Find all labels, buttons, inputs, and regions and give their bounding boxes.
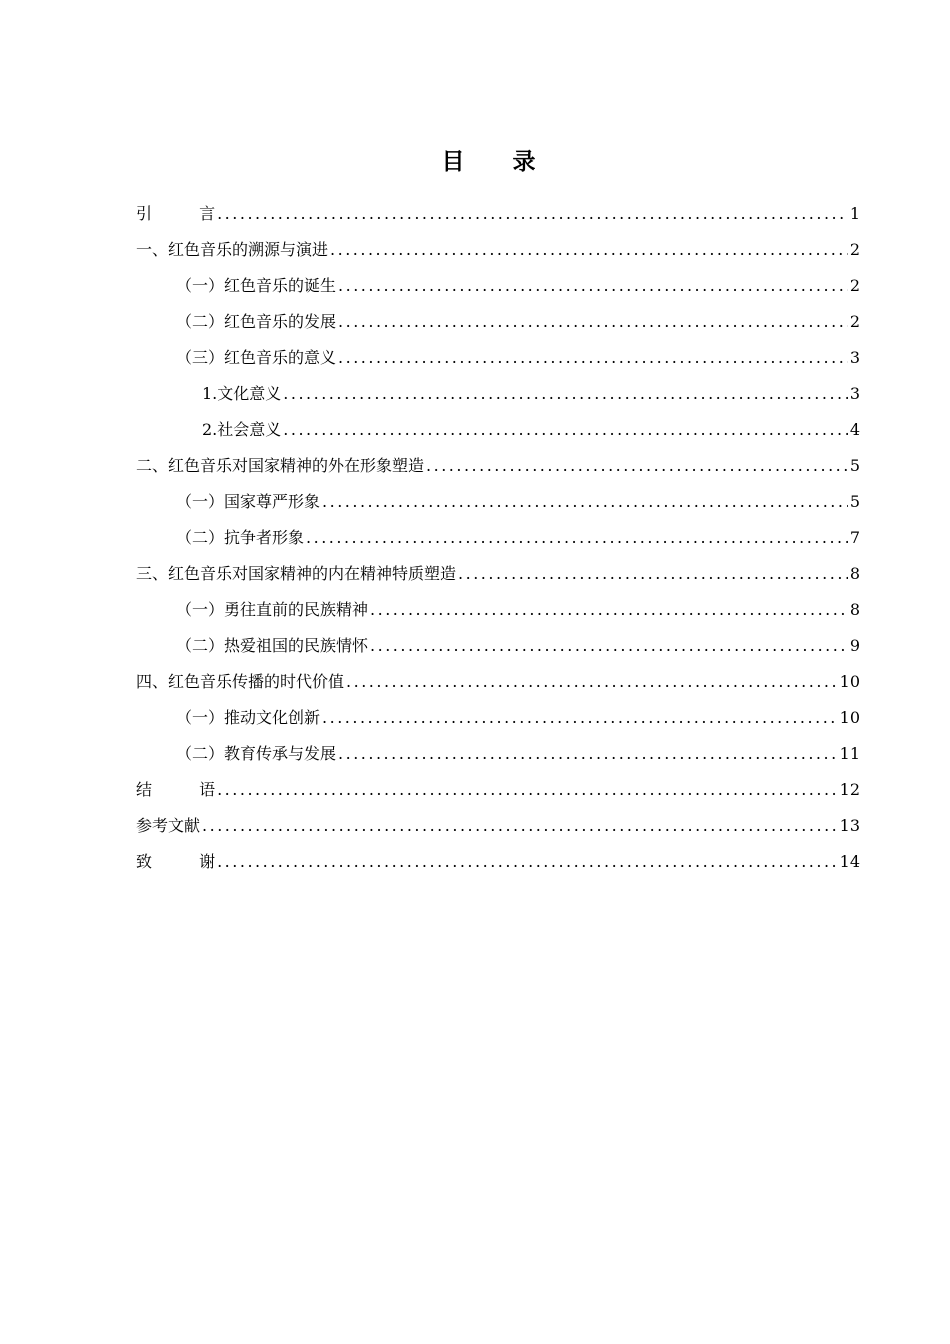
toc-entry-page: 1 <box>849 204 860 223</box>
toc-entry-page: 8 <box>849 600 860 619</box>
toc-entry[interactable] <box>136 628 860 664</box>
toc-entry[interactable] <box>136 844 860 880</box>
toc-entry-page: 12 <box>839 780 860 799</box>
toc-entry[interactable] <box>136 556 860 592</box>
toc-entry-page: 2 <box>849 276 860 295</box>
toc-entry-page: 3 <box>849 384 860 403</box>
toc-entry-label: （一）红色音乐的诞生 <box>176 276 337 295</box>
toc-entry-label: （二）抗争者形象 <box>176 528 305 547</box>
toc-entry[interactable] <box>136 340 860 376</box>
toc-leader-dots <box>322 700 838 736</box>
toc-leader-dots <box>202 808 838 844</box>
toc-entry[interactable] <box>136 700 860 736</box>
toc-leader-dots <box>283 412 848 448</box>
toc-leader-dots <box>458 556 848 592</box>
toc-entry-page: 10 <box>839 672 860 691</box>
toc-entry[interactable] <box>136 196 860 232</box>
toc-entry-label: 结 语 <box>136 780 237 799</box>
toc-entry-page: 2 <box>849 240 860 259</box>
toc-entry[interactable] <box>136 304 860 340</box>
toc-leader-dots <box>370 628 848 664</box>
toc-entry[interactable] <box>136 448 860 484</box>
toc-entry-page: 3 <box>849 348 860 367</box>
toc-entry-page: 11 <box>839 744 860 763</box>
toc-entry-label: 一、红色音乐的溯源与演进 <box>136 240 329 259</box>
toc-entry[interactable] <box>136 376 860 412</box>
toc-entry-label: 引 言 <box>136 204 237 223</box>
toc-entry-label: 1.文化意义 <box>202 384 282 403</box>
toc-entry-label: （一）勇往直前的民族精神 <box>176 600 369 619</box>
toc-entry[interactable] <box>136 808 860 844</box>
toc-leader-dots <box>306 520 848 556</box>
toc-entry-label: 2.社会意义 <box>202 420 282 439</box>
toc-entry-label: （三）红色音乐的意义 <box>176 348 337 367</box>
toc-entry-page: 2 <box>849 312 860 331</box>
toc-entry-label: 三、红色音乐对国家精神的内在精神特质塑造 <box>136 564 457 583</box>
toc-entry[interactable] <box>136 664 860 700</box>
toc-entry-label: （二）教育传承与发展 <box>176 744 337 763</box>
toc-entry-label: 二、红色音乐对国家精神的外在形象塑造 <box>136 456 425 475</box>
toc-entry-page: 13 <box>839 816 860 835</box>
toc-entry[interactable] <box>136 232 860 268</box>
toc-entry[interactable] <box>136 772 860 808</box>
toc-entry-page: 7 <box>849 528 860 547</box>
toc-entry-page: 14 <box>839 852 860 871</box>
toc-leader-dots <box>283 376 848 412</box>
toc-entry-label: 致 谢 <box>136 852 237 871</box>
toc-entry-label: 四、红色音乐传播的时代价值 <box>136 672 345 691</box>
toc-leader-dots <box>338 268 848 304</box>
toc-entry-page: 5 <box>849 492 860 511</box>
toc-leader-dots <box>370 592 848 628</box>
toc-leader-dots <box>346 664 838 700</box>
toc-leader-dots <box>330 232 848 268</box>
toc-entry-label: （一）国家尊严形象 <box>176 492 321 511</box>
toc-leader-dots <box>338 304 848 340</box>
toc-leader-dots <box>338 736 838 772</box>
toc-entry-label: （二）红色音乐的发展 <box>176 312 337 331</box>
toc-entry-label: （一）推动文化创新 <box>176 708 321 727</box>
toc-leader-dots <box>217 844 838 880</box>
toc-entry-page: 8 <box>849 564 860 583</box>
toc-entry[interactable] <box>136 520 860 556</box>
toc-entry-page: 10 <box>839 708 860 727</box>
toc-entry-page: 9 <box>849 636 860 655</box>
toc-leader-dots <box>426 448 848 484</box>
toc-entry-label: 参考文献 <box>136 816 201 835</box>
toc-entry[interactable] <box>136 412 860 448</box>
toc-entry[interactable] <box>136 736 860 772</box>
page-title: 目 录 <box>441 149 556 175</box>
toc-entry-page: 4 <box>849 420 860 439</box>
toc-entry-label: （二）热爱祖国的民族情怀 <box>176 636 369 655</box>
toc-leader-dots <box>322 484 848 520</box>
toc-leader-dots <box>217 196 848 232</box>
toc-leader-dots <box>217 772 838 808</box>
toc-entry[interactable] <box>136 268 860 304</box>
table-of-contents <box>136 196 860 880</box>
toc-entry-page: 5 <box>849 456 860 475</box>
toc-entry[interactable] <box>136 484 860 520</box>
toc-entry[interactable] <box>136 592 860 628</box>
toc-leader-dots <box>338 340 848 376</box>
